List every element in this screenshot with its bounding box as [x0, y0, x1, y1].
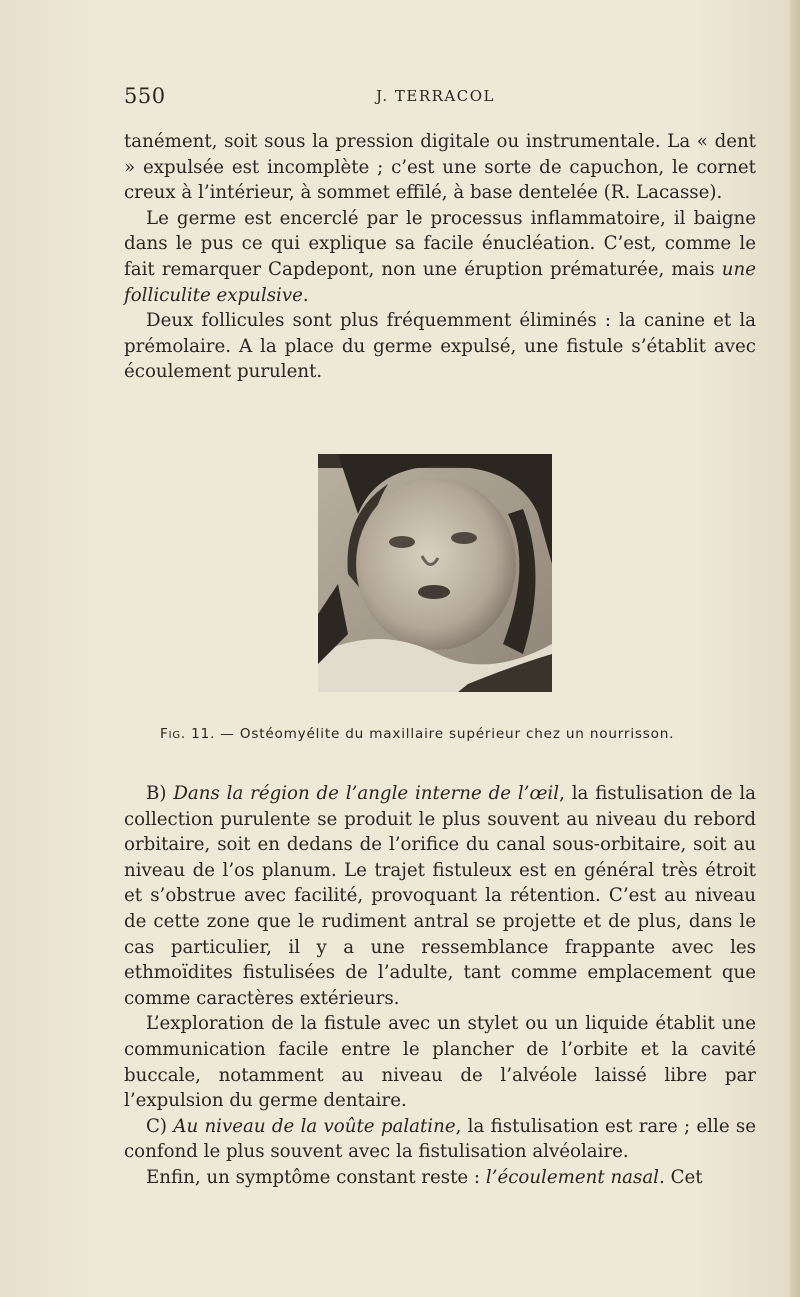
paragraph: Le germe est encerclé par le processus inflammatoire, il baigne dans le pus ce qui explique sa facile énucléation. C’est, comme le fait remarquer Capdepont, non une éruption prématurée, mais une folliculite expulsive. — [124, 207, 756, 306]
paragraph: Enfin, un symptôme constant reste : l’écoulement nasal. Cet — [146, 1166, 703, 1188]
running-head: J. TERRACOL — [376, 87, 495, 105]
figure-label: Fig. 11. — [160, 726, 216, 742]
emphasis: Dans la région de l’angle interne de l’œil — [173, 783, 560, 804]
infant-photo-image — [318, 454, 552, 692]
figure-caption-text: — Ostéomyélite du maxillaire supérieur chez un nourrisson. — [215, 726, 675, 742]
paragraph: B) Dans la région de l’angle interne de l’œil, la fistulisation de la collection purulente se produit le plus souvent au niveau du rebord orbitaire, soit en dedans de l’orifice du canal sous-orbitaire, soit au niveau de l’os planum. Le trajet fistuleux est en général très étroit et s’obstrue avec facilité, provoquant la rétention. C’est au niveau de cette zone que le rudiment antral se projette et de plus, dans le cas particulier, il y a une ressemblance frappante avec les ethmoïdites fistulisées de l’adulte, tant comme emplacement que comme caractères extérieurs. — [124, 783, 757, 1009]
paragraph: tanément, soit sous la pression digitale ou instrumentale. La « dent » expulsée est incomplète ; c’est une sorte de capuchon, le cornet creux à l’intérieur, à sommet effilé, à base dentelée (R. Lacasse). — [124, 131, 756, 204]
emphasis: l’écoulement nasal — [485, 1166, 659, 1188]
paragraph: Deux follicules sont plus fréquemment éliminés : la canine et la prémolaire. A la place du germe expulsé, une fistule s’établit avec écoulement purulent. — [124, 310, 756, 383]
page-number: 550 — [124, 84, 166, 108]
paragraph: L’exploration de la fistule avec un stylet ou un liquide établit une communication facile entre le plancher de l’orbite et la cavité buccale, notamment au niveau de l’alvéole laissé libre par l’expulsion du germe dentaire. — [124, 1013, 756, 1112]
body-text-bottom — [124, 781, 756, 1191]
figure-caption — [160, 726, 720, 742]
figure-photograph — [318, 454, 552, 692]
body-text-top — [124, 129, 756, 385]
page-header — [124, 84, 756, 114]
page-edge — [790, 0, 800, 1297]
paragraph: C) Au niveau de la voûte palatine, la fistulisation est rare ; elle se confond le plus souvent avec la fistulisation alvéolaire. — [124, 1115, 756, 1163]
emphasis: Au niveau de la voûte palatine — [173, 1115, 456, 1137]
emphasis: une folliculite expulsive — [124, 258, 756, 306]
